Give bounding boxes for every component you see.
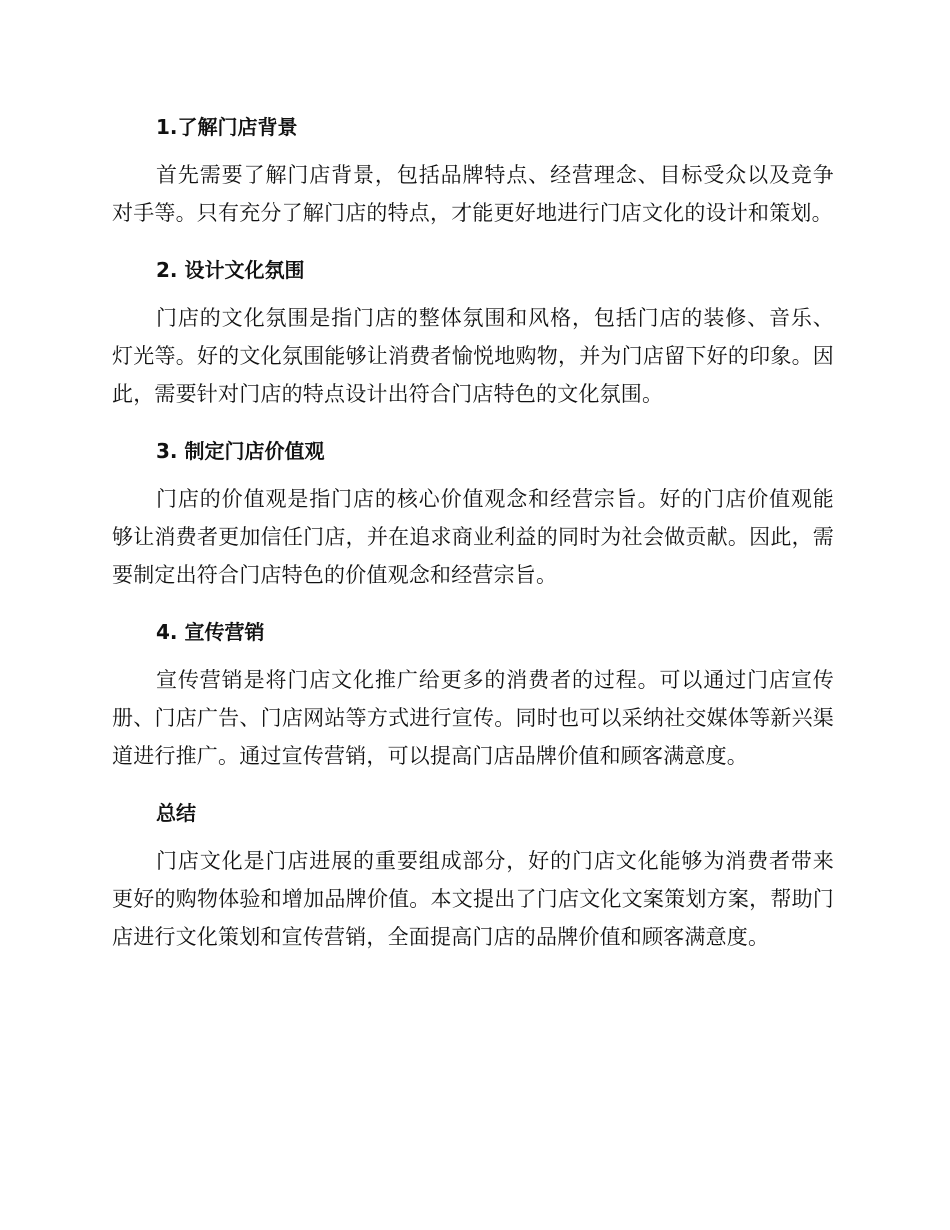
section-promotion-marketing (112, 613, 834, 775)
section-paragraph: 首先需要了解门店背景，包括品牌特点、经营理念、目标受众以及竞争对手等。只有充分了解门店的特点，才能更好地进行门店文化的设计和策划。 (112, 163, 834, 225)
section-heading: 1.了解门店背景 (156, 115, 298, 139)
section-paragraph: 宣传营销是将门店文化推广给更多的消费者的过程。可以通过门店宣传册、门店广告、门店网站等方式进行宣传。同时也可以采纳社交媒体等新兴渠道进行推广。通过宣传营销，可以提高门店品牌价值和顾客满意度。 (112, 668, 834, 768)
section-heading: 2. 设计文化氛围 (156, 258, 305, 282)
section-paragraph: 门店文化是门店进展的重要组成部分，好的门店文化能够为消费者带来更好的购物体验和增加品牌价值。本文提出了门店文化文案策划方案，帮助门店进行文化策划和宣传营销，全面提高门店的品牌价值和顾客满意度。 (112, 849, 834, 949)
section-paragraph: 门店的价值观是指门店的核心价值观念和经营宗旨。好的门店价值观能够让消费者更加信任门店，并在追求商业利益的同时为社会做贡献。因此，需要制定出符合门店特色的价值观念和经营宗旨。 (112, 487, 834, 587)
section-heading: 4. 宣传营销 (156, 620, 265, 644)
section-understand-background (112, 108, 834, 232)
section-summary (112, 794, 834, 956)
document-page (112, 108, 834, 975)
section-design-atmosphere (112, 251, 834, 413)
section-heading: 3. 制定门店价值观 (156, 439, 325, 463)
section-paragraph: 门店的文化氛围是指门店的整体氛围和风格，包括门店的装修、音乐、灯光等。好的文化氛围能够让消费者愉悦地购物，并为门店留下好的印象。因此，需要针对门店的特点设计出符合门店特色的文化氛围。 (112, 306, 834, 406)
section-store-values (112, 432, 834, 594)
section-heading: 总结 (156, 801, 196, 825)
